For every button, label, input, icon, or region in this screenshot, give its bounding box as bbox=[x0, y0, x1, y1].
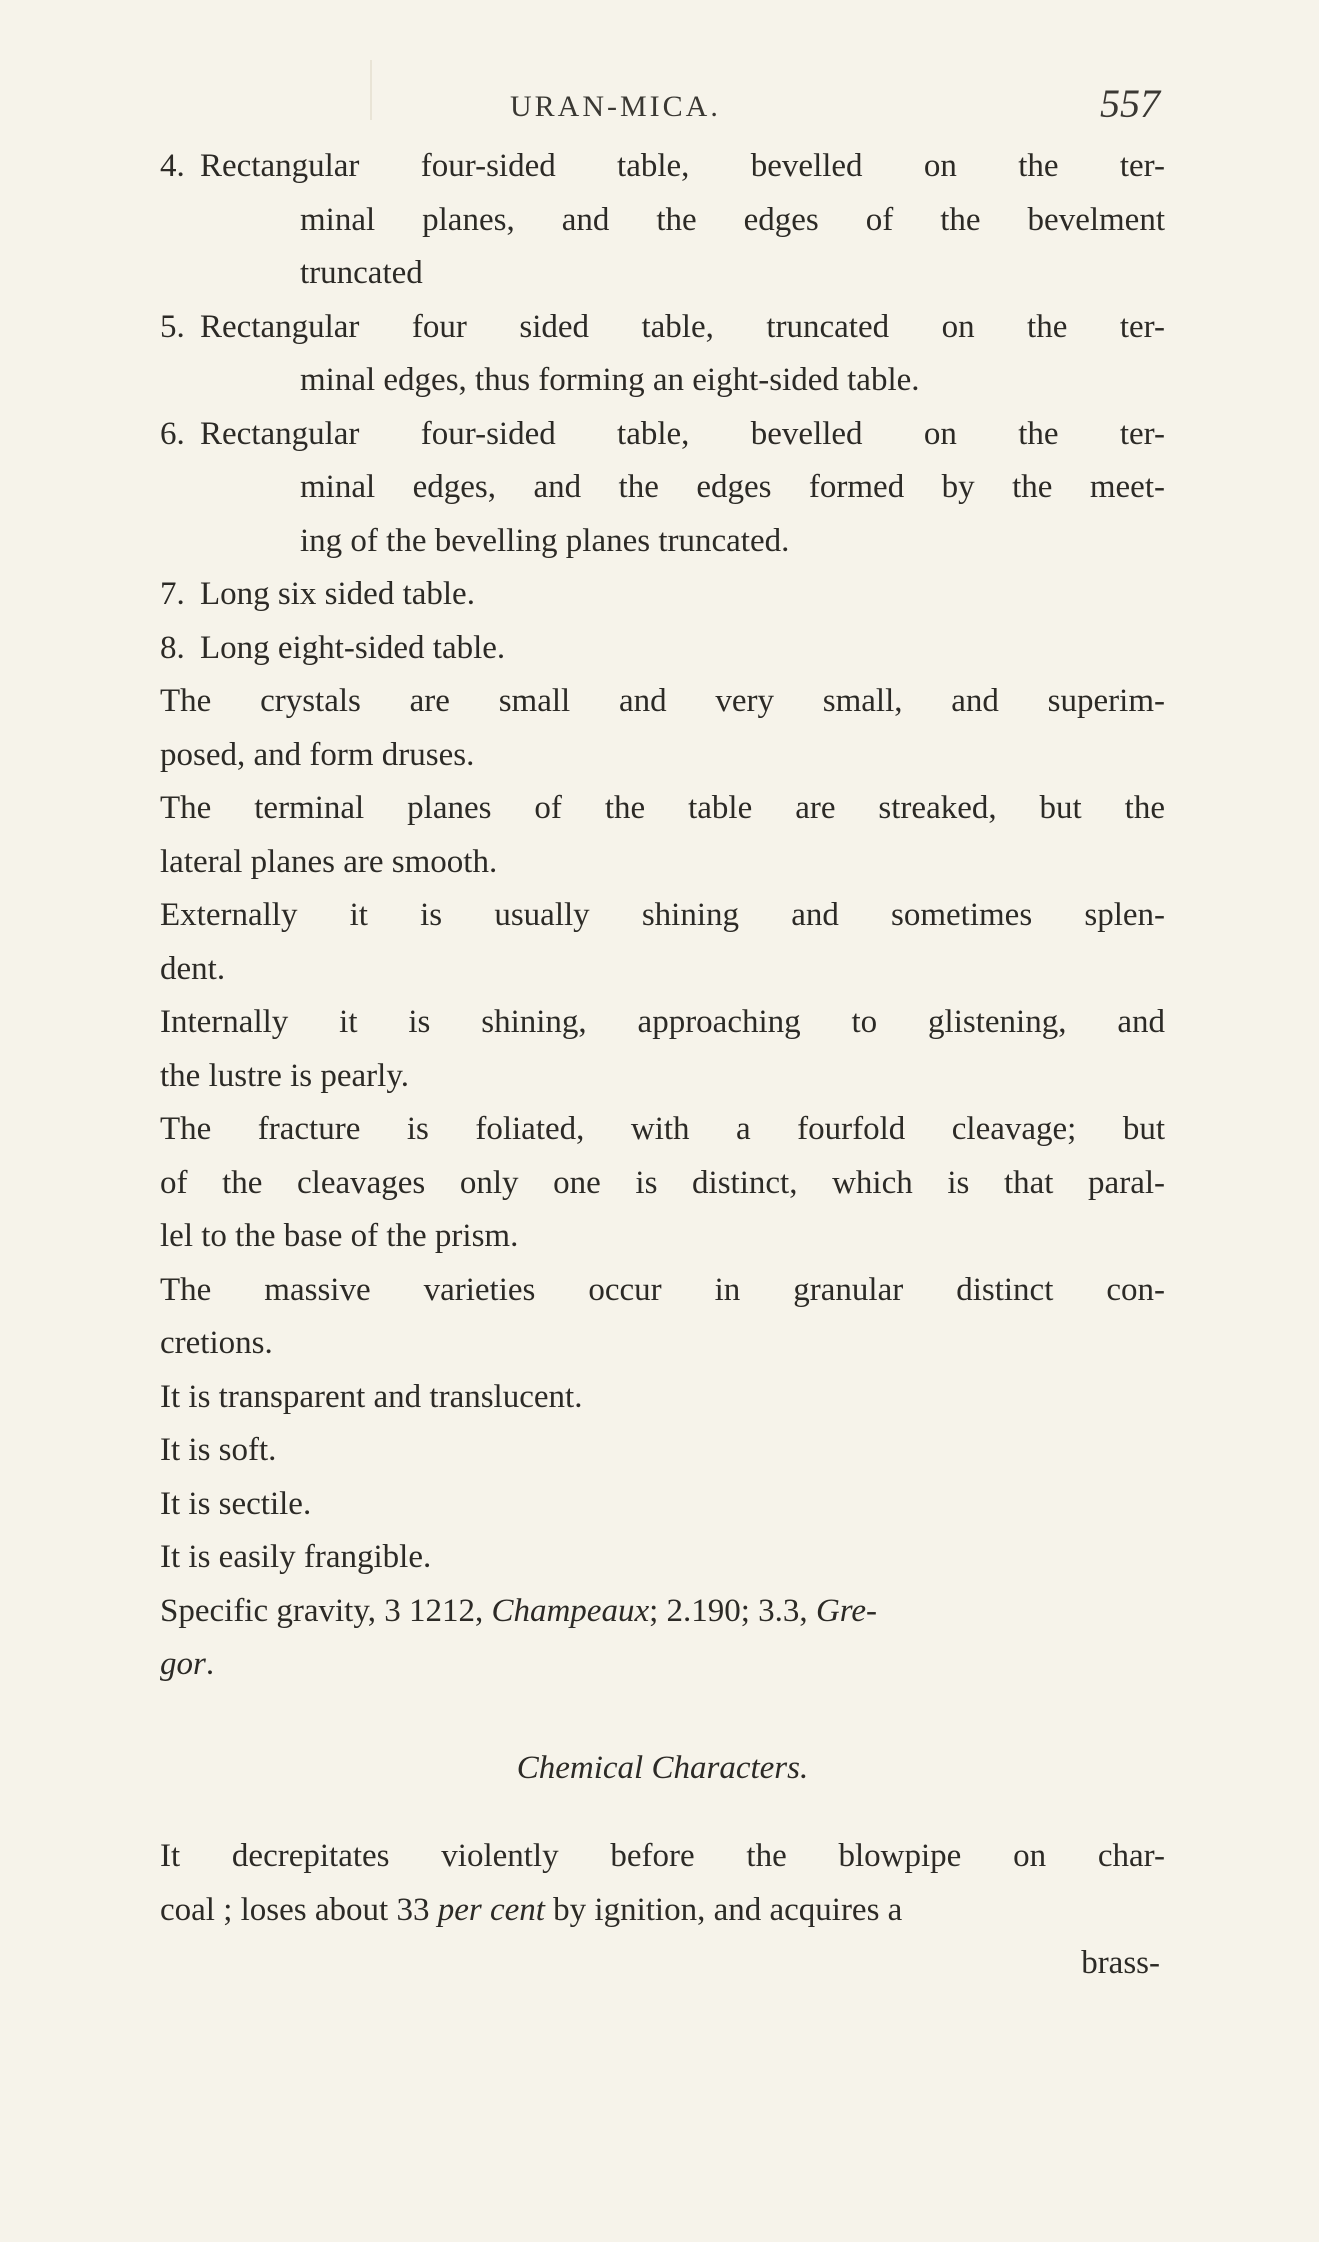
body-text bbox=[160, 140, 1165, 1991]
specific-gravity-line-2 bbox=[160, 1638, 1165, 1692]
paragraph-fracture bbox=[160, 1103, 1165, 1264]
chem-text-italic: per cent bbox=[437, 1891, 545, 1928]
list-item-6 bbox=[160, 408, 1165, 569]
page-number: 557 bbox=[1100, 81, 1160, 126]
running-head: URAN-MICA. bbox=[510, 90, 721, 123]
list-number: 4. bbox=[160, 148, 185, 184]
paragraph-line: cretions. bbox=[160, 1325, 273, 1361]
list-line: Long eight-sided table. bbox=[200, 629, 506, 666]
sg-author-gregor-part2: gor bbox=[160, 1646, 206, 1682]
list-line: Long six sided table. bbox=[200, 576, 475, 612]
list-number: 8. bbox=[160, 629, 185, 666]
list-line: minal edges, thus forming an eight-sided table. bbox=[300, 362, 920, 398]
chem-text-b: by ignition, and acquires a bbox=[544, 1891, 903, 1928]
list-item-4 bbox=[160, 140, 1165, 301]
chem-text-a: coal ; loses about 33 bbox=[160, 1891, 438, 1928]
list-line: Rectangular four-sided table, bevelled on the ter- bbox=[200, 415, 1165, 452]
paragraph-chemical bbox=[160, 1830, 1165, 1991]
list-number: 5. bbox=[160, 308, 185, 345]
list-item-5 bbox=[160, 301, 1165, 408]
paragraph-massive bbox=[160, 1264, 1165, 1371]
paragraph-line: The terminal planes of the table are streaked, but the bbox=[160, 790, 1165, 826]
property-line: It is sectile. bbox=[160, 1485, 312, 1522]
paragraph-line: lel to the base of the prism. bbox=[160, 1218, 519, 1254]
list-item-8 bbox=[160, 622, 1165, 676]
paragraph-line: posed, and form druses. bbox=[160, 736, 475, 773]
paragraph-internally bbox=[160, 996, 1165, 1103]
section-heading: Chemical Characters. bbox=[516, 1749, 809, 1786]
paragraph-line: of the cleavages only one is distinct, which is that paral- bbox=[160, 1164, 1165, 1201]
paragraph-terminal-planes bbox=[160, 782, 1165, 889]
paragraph-line: The massive varieties occur in granular distinct con- bbox=[160, 1271, 1165, 1308]
page-header bbox=[160, 80, 1160, 130]
sg-end: . bbox=[205, 1646, 215, 1682]
list-item-7 bbox=[160, 568, 1165, 622]
paragraph-crystals bbox=[160, 675, 1165, 782]
list-line: truncated bbox=[300, 255, 423, 291]
property-line: It is transparent and translucent. bbox=[160, 1378, 583, 1415]
list-line: Rectangular four-sided table, bevelled on the ter- bbox=[200, 148, 1165, 184]
paragraph-line: It decrepitates violently before the blowpipe on char- bbox=[160, 1838, 1165, 1874]
paragraph-line: dent. bbox=[160, 950, 226, 987]
list-line: minal edges, and the edges formed by the meet- bbox=[300, 469, 1165, 505]
paragraph-line-2 bbox=[160, 1884, 1165, 1938]
paragraph-line: lateral planes are smooth. bbox=[160, 843, 498, 880]
paragraph-line: Externally it is usually shining and sometimes splen- bbox=[160, 897, 1165, 933]
list-line: Rectangular four sided table, truncated on the ter- bbox=[200, 308, 1165, 345]
paragraph-externally bbox=[160, 889, 1165, 996]
paragraph-line: Internally it is shining, approaching to glistening, and bbox=[160, 1004, 1165, 1040]
paragraph-line: the lustre is pearly. bbox=[160, 1057, 409, 1094]
catchword: brass- bbox=[1081, 1945, 1160, 1981]
sg-author-gregor-part1: Gre- bbox=[815, 1592, 878, 1629]
sg-prefix: Specific gravity, 3 1212, bbox=[160, 1592, 492, 1629]
specific-gravity-line bbox=[160, 1585, 1165, 1639]
list-line: ing of the bevelling planes truncated. bbox=[300, 522, 790, 559]
sg-author-champeaux: Champeaux bbox=[491, 1592, 650, 1629]
list-number: 7. bbox=[160, 576, 185, 612]
sg-middle: ; 2.190; 3.3, bbox=[649, 1592, 816, 1629]
property-line: It is soft. bbox=[160, 1432, 277, 1468]
paragraph-line: The crystals are small and very small, and superim- bbox=[160, 683, 1165, 719]
list-number: 6. bbox=[160, 415, 185, 452]
list-line: minal planes, and the edges of the bevelment bbox=[300, 201, 1165, 238]
paragraph-line: The fracture is foliated, with a fourfold cleavage; but bbox=[160, 1111, 1165, 1147]
property-line: It is easily frangible. bbox=[160, 1539, 432, 1575]
